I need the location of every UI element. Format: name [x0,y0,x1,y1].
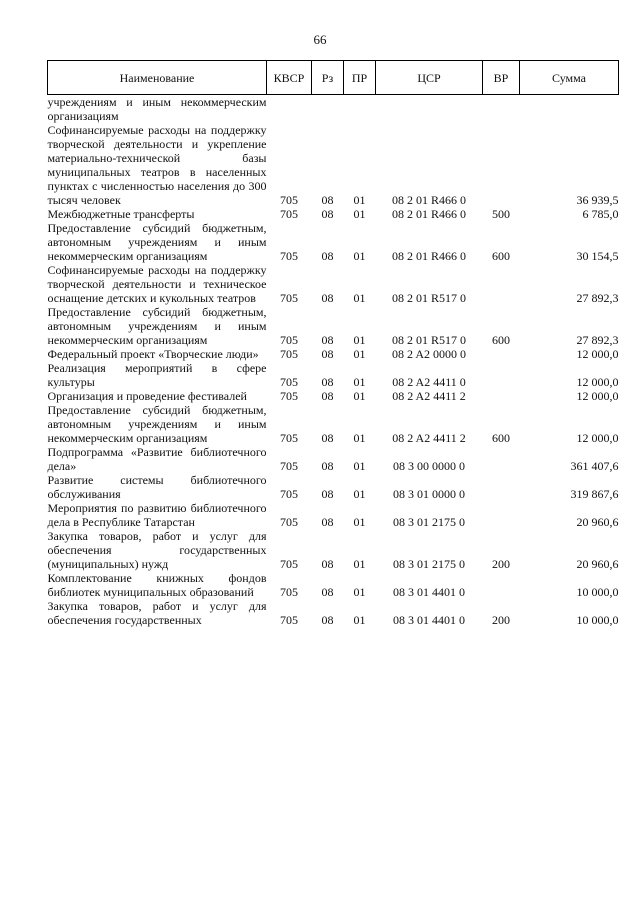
cell-csr: 08 2 01 R517 0 [391,291,466,305]
header-name: Наименование [48,61,267,95]
cell-sum: 12 000,0 [576,375,619,389]
cell-csr: 08 2 A2 4411 2 [392,389,466,403]
cell-csr: 08 3 01 2175 0 [393,557,465,571]
cell-pr: 01 [353,459,366,473]
cell-rz: 08 [321,431,334,445]
cell-vr [483,501,520,529]
cell-kvsr: 705 [280,431,298,445]
cell-kvsr: 705 [280,487,298,501]
header-csr: ЦСР [376,61,483,95]
cell-rz: 08 [321,193,334,207]
cell-sum: 6 785,0 [582,207,619,221]
cell-name: Федеральный проект «Творческие люди» [47,347,259,361]
cell-name: Мероприятия по развитию библиотечного дела в Республике Татарстан [47,501,267,529]
cell-pr: 01 [353,291,366,305]
cell-sum [520,95,619,124]
cell-pr: 01 [353,375,366,389]
cell-pr: 01 [353,389,366,403]
table-row [48,599,619,627]
cell-vr [483,123,520,207]
cell-csr: 08 2 01 R466 0 [391,193,466,207]
header-sum: Сумма [520,61,619,95]
table-row [48,221,619,263]
cell-pr: 01 [353,193,366,207]
cell-rz: 08 [321,249,334,263]
cell-name: Предоставление субсидий бюджетным, автономным учреждениям и иным некоммерческим организациям [47,403,267,445]
cell-kvsr [267,95,312,124]
cell-name: Комплектование книжных фондов библиотек муниципальных образований [47,571,267,599]
cell-sum: 20 960,6 [576,557,619,571]
cell-vr: 200 [492,613,510,627]
table-row [48,305,619,347]
cell-name: Развитие системы библиотечного обслуживания [47,473,267,501]
cell-rz: 08 [321,375,334,389]
table-row [48,207,619,221]
cell-vr [483,473,520,501]
cell-sum: 10 000,0 [576,613,619,627]
table-row [48,95,619,124]
cell-sum: 12 000,0 [576,389,619,403]
cell-name: Предоставление субсидий бюджетным, автономным учреждениям и иным некоммерческим организациям [47,221,267,263]
cell-vr [483,263,520,305]
page-number: 66 [313,32,327,47]
cell-rz: 08 [321,389,334,403]
cell-vr [483,571,520,599]
cell-name: Софинансируемые расходы на поддержку творческой деятельности и укрепление материально-технической базы муниципальных театров в населенных пунктах с численностью населения до 300 тысяч человек [47,123,267,207]
cell-name: Предоставление субсидий бюджетным, автономным учреждениям и иным некоммерческим организациям [47,305,267,347]
cell-vr [483,347,520,361]
cell-rz: 08 [321,557,334,571]
cell-pr: 01 [353,431,366,445]
header-pr: ПР [344,61,376,95]
cell-vr [483,361,520,389]
cell-rz: 08 [321,207,334,221]
cell-pr: 01 [353,585,366,599]
cell-csr: 08 3 01 0000 0 [393,487,465,501]
table-row [48,473,619,501]
cell-rz: 08 [321,613,334,627]
cell-kvsr: 705 [280,207,298,221]
cell-kvsr: 705 [280,557,298,571]
cell-pr: 01 [353,347,366,361]
cell-sum: 30 154,5 [576,249,619,263]
cell-name: Организация и проведение фестивалей [47,389,247,403]
cell-pr: 01 [353,207,366,221]
table-row [48,501,619,529]
cell-rz [312,95,344,124]
cell-vr: 200 [492,557,510,571]
cell-sum: 319 867,6 [570,487,619,501]
cell-rz: 08 [321,333,334,347]
header-kvsr: КВСР [267,61,312,95]
cell-name: учреждениям и иным некоммерческим организациям [47,95,267,123]
cell-csr: 08 3 01 2175 0 [393,515,465,529]
cell-sum: 12 000,0 [576,347,619,361]
cell-kvsr: 705 [280,291,298,305]
cell-csr: 08 2 A2 4411 2 [392,431,466,445]
table-row [48,403,619,445]
cell-csr: 08 2 01 R466 0 [391,207,466,221]
cell-vr: 600 [492,249,510,263]
cell-sum: 361 407,6 [570,459,619,473]
cell-sum: 27 892,3 [576,291,619,305]
cell-sum: 10 000,0 [576,585,619,599]
cell-vr [483,445,520,473]
cell-sum: 27 892,3 [576,333,619,347]
cell-rz: 08 [321,291,334,305]
cell-rz: 08 [321,487,334,501]
table-row [48,263,619,305]
cell-rz: 08 [321,515,334,529]
table-body [48,95,619,628]
table-row [48,445,619,473]
cell-kvsr: 705 [280,193,298,207]
cell-kvsr: 705 [280,515,298,529]
table-row [48,123,619,207]
table-row [48,571,619,599]
cell-vr: 500 [492,207,510,221]
cell-csr: 08 3 01 4401 0 [393,613,465,627]
cell-sum: 36 939,5 [576,193,619,207]
cell-pr: 01 [353,557,366,571]
cell-name: Закупка товаров, работ и услуг для обеспечения государственных [47,599,267,627]
cell-csr: 08 2 A2 4411 0 [392,375,466,389]
cell-rz: 08 [321,459,334,473]
cell-vr: 600 [492,333,510,347]
cell-name: Подпрограмма «Развитие библиотечного дела» [47,445,267,473]
cell-kvsr: 705 [280,613,298,627]
table-row [48,529,619,571]
cell-kvsr: 705 [280,389,298,403]
header-rz: Рз [312,61,344,95]
cell-vr [483,389,520,403]
cell-kvsr: 705 [280,375,298,389]
cell-name: Реализация мероприятий в сфере культуры [47,361,267,389]
cell-csr: 08 3 01 4401 0 [393,585,465,599]
cell-pr [344,95,376,124]
cell-csr: 08 2 A2 0000 0 [391,347,466,361]
table-row [48,347,619,361]
cell-kvsr: 705 [280,585,298,599]
cell-sum: 20 960,6 [576,515,619,529]
cell-csr: 08 2 01 R517 0 [391,333,466,347]
cell-csr: 08 2 01 R466 0 [391,249,466,263]
budget-table [47,60,619,627]
cell-name: Закупка товаров, работ и услуг для обеспечения государственных (муниципальных) нужд [47,529,267,571]
cell-pr: 01 [353,249,366,263]
cell-name: Межбюджетные трансферты [47,207,195,221]
cell-csr: 08 3 00 0000 0 [393,459,465,473]
cell-kvsr: 705 [280,249,298,263]
cell-csr [376,95,483,124]
cell-sum: 12 000,0 [576,431,619,445]
cell-pr: 01 [353,515,366,529]
cell-kvsr: 705 [280,347,298,361]
cell-vr [483,95,520,124]
cell-kvsr: 705 [280,333,298,347]
cell-rz: 08 [321,347,334,361]
table-row [48,361,619,389]
cell-pr: 01 [353,333,366,347]
cell-pr: 01 [353,487,366,501]
cell-name: Софинансируемые расходы на поддержку творческой деятельности и техническое оснащение детских и кукольных театров [47,263,267,305]
table-row [48,389,619,403]
cell-vr: 600 [492,431,510,445]
header-vr: ВР [483,61,520,95]
cell-kvsr: 705 [280,459,298,473]
cell-pr: 01 [353,613,366,627]
cell-rz: 08 [321,585,334,599]
table-header-row [48,61,619,95]
